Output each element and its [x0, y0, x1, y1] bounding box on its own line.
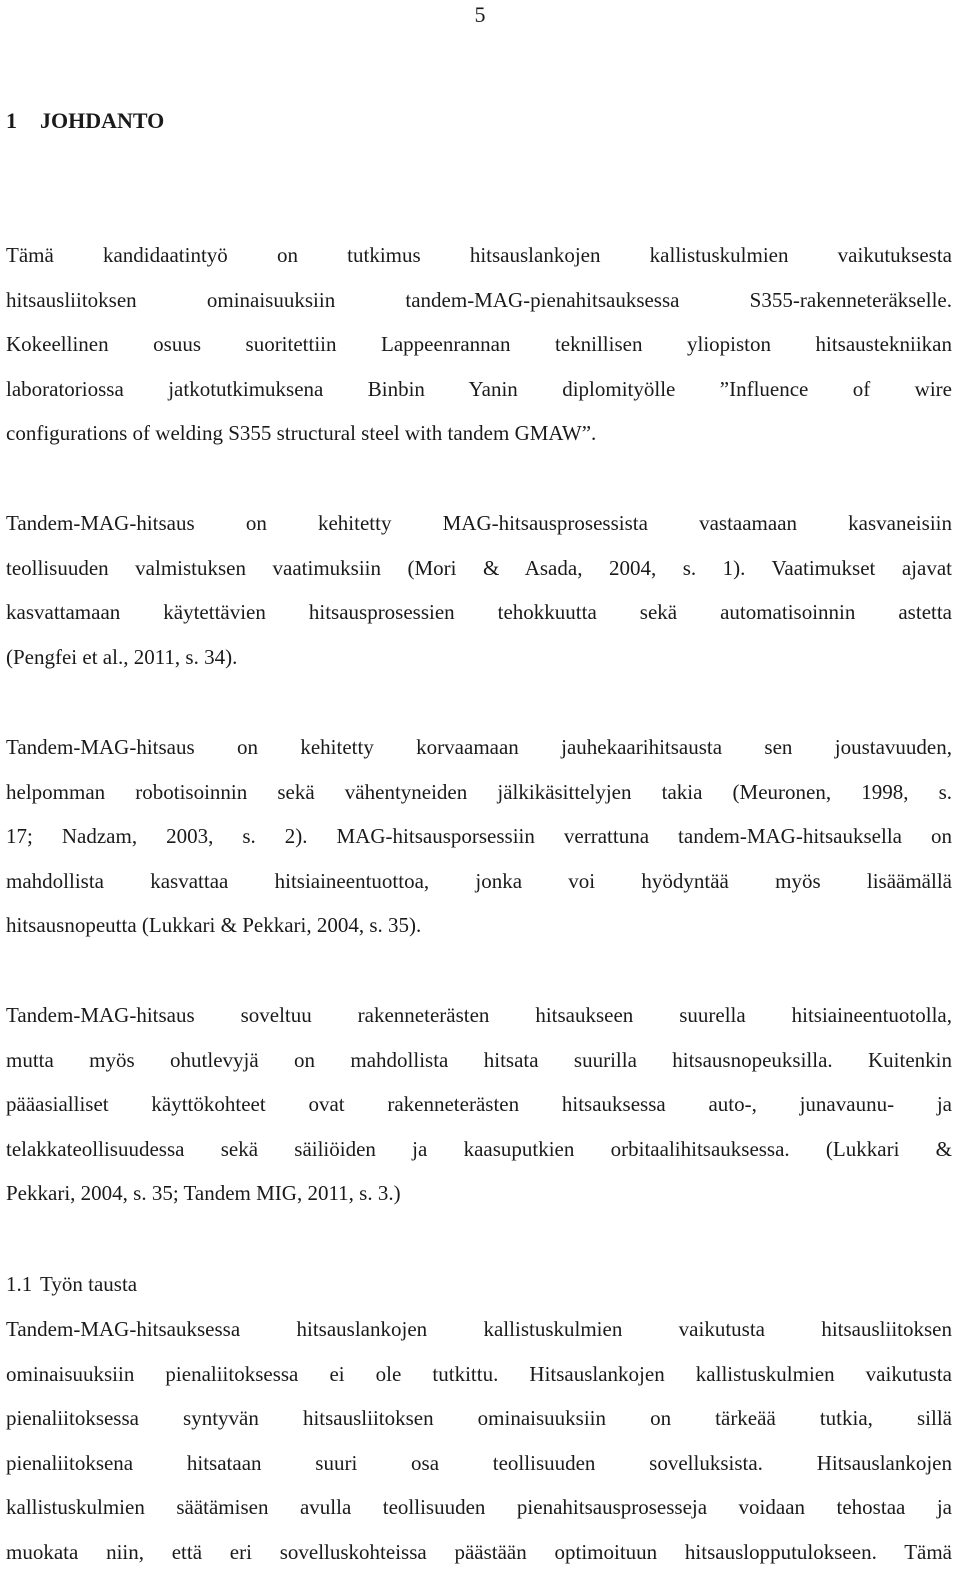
paragraph-line: Tandem-MAG-hitsaus soveltuu rakenneterästen hitsaukseen suurella hitsiaineentuotolla, [6, 1003, 952, 1027]
paragraph-line: muokata niin, että eri sovelluskohteissa päästään optimoituun hitsauslopputulokseen. Tämä [6, 1539, 952, 1564]
paragraph-line: telakkateollisuudessa sekä säiliöiden ja kaasuputkien orbitaalihitsauksessa. (Lukkari & [6, 1136, 952, 1161]
chapter-heading [6, 106, 164, 136]
chapter-number: 1 [6, 108, 17, 133]
paragraph-line: pienaliitoksena hitsataan suuri osa teollisuuden sovelluksista. Hitsauslankojen [6, 1450, 952, 1475]
paragraph-line: hitsausnopeutta (Lukkari & Pekkari, 2004, s. 35). [6, 913, 422, 938]
paragraph-advantages [6, 732, 952, 955]
paragraph-line: Kokeellinen osuus suoritettiin Lappeenrannan teknillisen yliopiston hitsaustekniikan [6, 332, 952, 357]
paragraph-intro [6, 240, 952, 463]
paragraph-line: Tandem-MAG-hitsauksessa hitsauslankojen kallistuskulmien vaikutusta hitsausliitoksen [6, 1317, 952, 1341]
paragraph-line: pienaliitoksessa syntyvän hitsausliitoksen ominaisuuksiin on tärkeää tutkia, sillä [6, 1406, 952, 1431]
section-heading [6, 1269, 137, 1299]
paragraph-subsection [6, 1314, 952, 1582]
paragraph-line: configurations of welding S355 structural steel with tandem GMAW”. [6, 421, 597, 446]
chapter-title: JOHDANTO [40, 108, 165, 133]
paragraph-line: Tandem-MAG-hitsaus on kehitetty MAG-hitsausprosessista vastaamaan kasvaneisiin [6, 511, 952, 535]
paragraph-line: teollisuuden valmistuksen vaatimuksiin (Mori & Asada, 2004, s. 1). Vaatimukset ajavat [6, 555, 952, 580]
section-number: 1.1 [6, 1272, 33, 1296]
paragraph-line: Pekkari, 2004, s. 35; Tandem MIG, 2011, s. 3.) [6, 1181, 401, 1206]
paragraph-line: kallistuskulmien säätämisen avulla teollisuuden pienahitsausprosesseja voidaan tehostaa ja [6, 1495, 952, 1520]
paragraph-line: laboratoriossa jatkotutkimuksena Binbin Yanin diplomityölle ”Influence of wire [6, 376, 952, 401]
section-title: Työn tausta [40, 1272, 138, 1296]
paragraph-line: mahdollista kasvattaa hitsiaineentuottoa, jonka voi hyödyntää myös lisäämällä [6, 868, 952, 893]
paragraph-applications [6, 1000, 952, 1223]
paragraph-line: mutta myös ohutlevyjä on mahdollista hitsata suurilla hitsausnopeuksilla. Kuitenkin [6, 1047, 952, 1072]
paragraph-line: (Pengfei et al., 2011, s. 34). [6, 644, 238, 669]
paragraph-line: ominaisuuksiin pienaliitoksessa ei ole tutkittu. Hitsauslankojen kallistuskulmien vaikutusta [6, 1361, 952, 1386]
paragraph-line: 17; Nadzam, 2003, s. 2). MAG-hitsausporsessiin verrattuna tandem-MAG-hitsauksella on [6, 824, 952, 849]
paragraph-line: Tämä kandidaatintyö on tutkimus hitsauslankojen kallistuskulmien vaikutuksesta [6, 243, 952, 267]
paragraph-line: pääasialliset käyttökohteet ovat rakenneterästen hitsauksessa auto-, junavaunu- ja [6, 1092, 952, 1117]
paragraph-line: helpomman robotisoinnin sekä vähentyneiden jälkikäsittelyjen takia (Meuronen, 1998, s. [6, 779, 952, 804]
page-number: 5 [474, 2, 486, 27]
paragraph-line: Tandem-MAG-hitsaus on kehitetty korvaamaan jauhekaarihitsausta sen joustavuuden, [6, 735, 952, 759]
paragraph-line: hitsausliitoksen ominaisuuksiin tandem-MAG-pienahitsauksessa S355-rakenneteräkselle. [6, 287, 952, 312]
paragraph-background [6, 508, 952, 686]
paragraph-line: kasvattamaan käytettävien hitsausprosessien tehokkuutta sekä automatisoinnin astetta [6, 600, 952, 625]
